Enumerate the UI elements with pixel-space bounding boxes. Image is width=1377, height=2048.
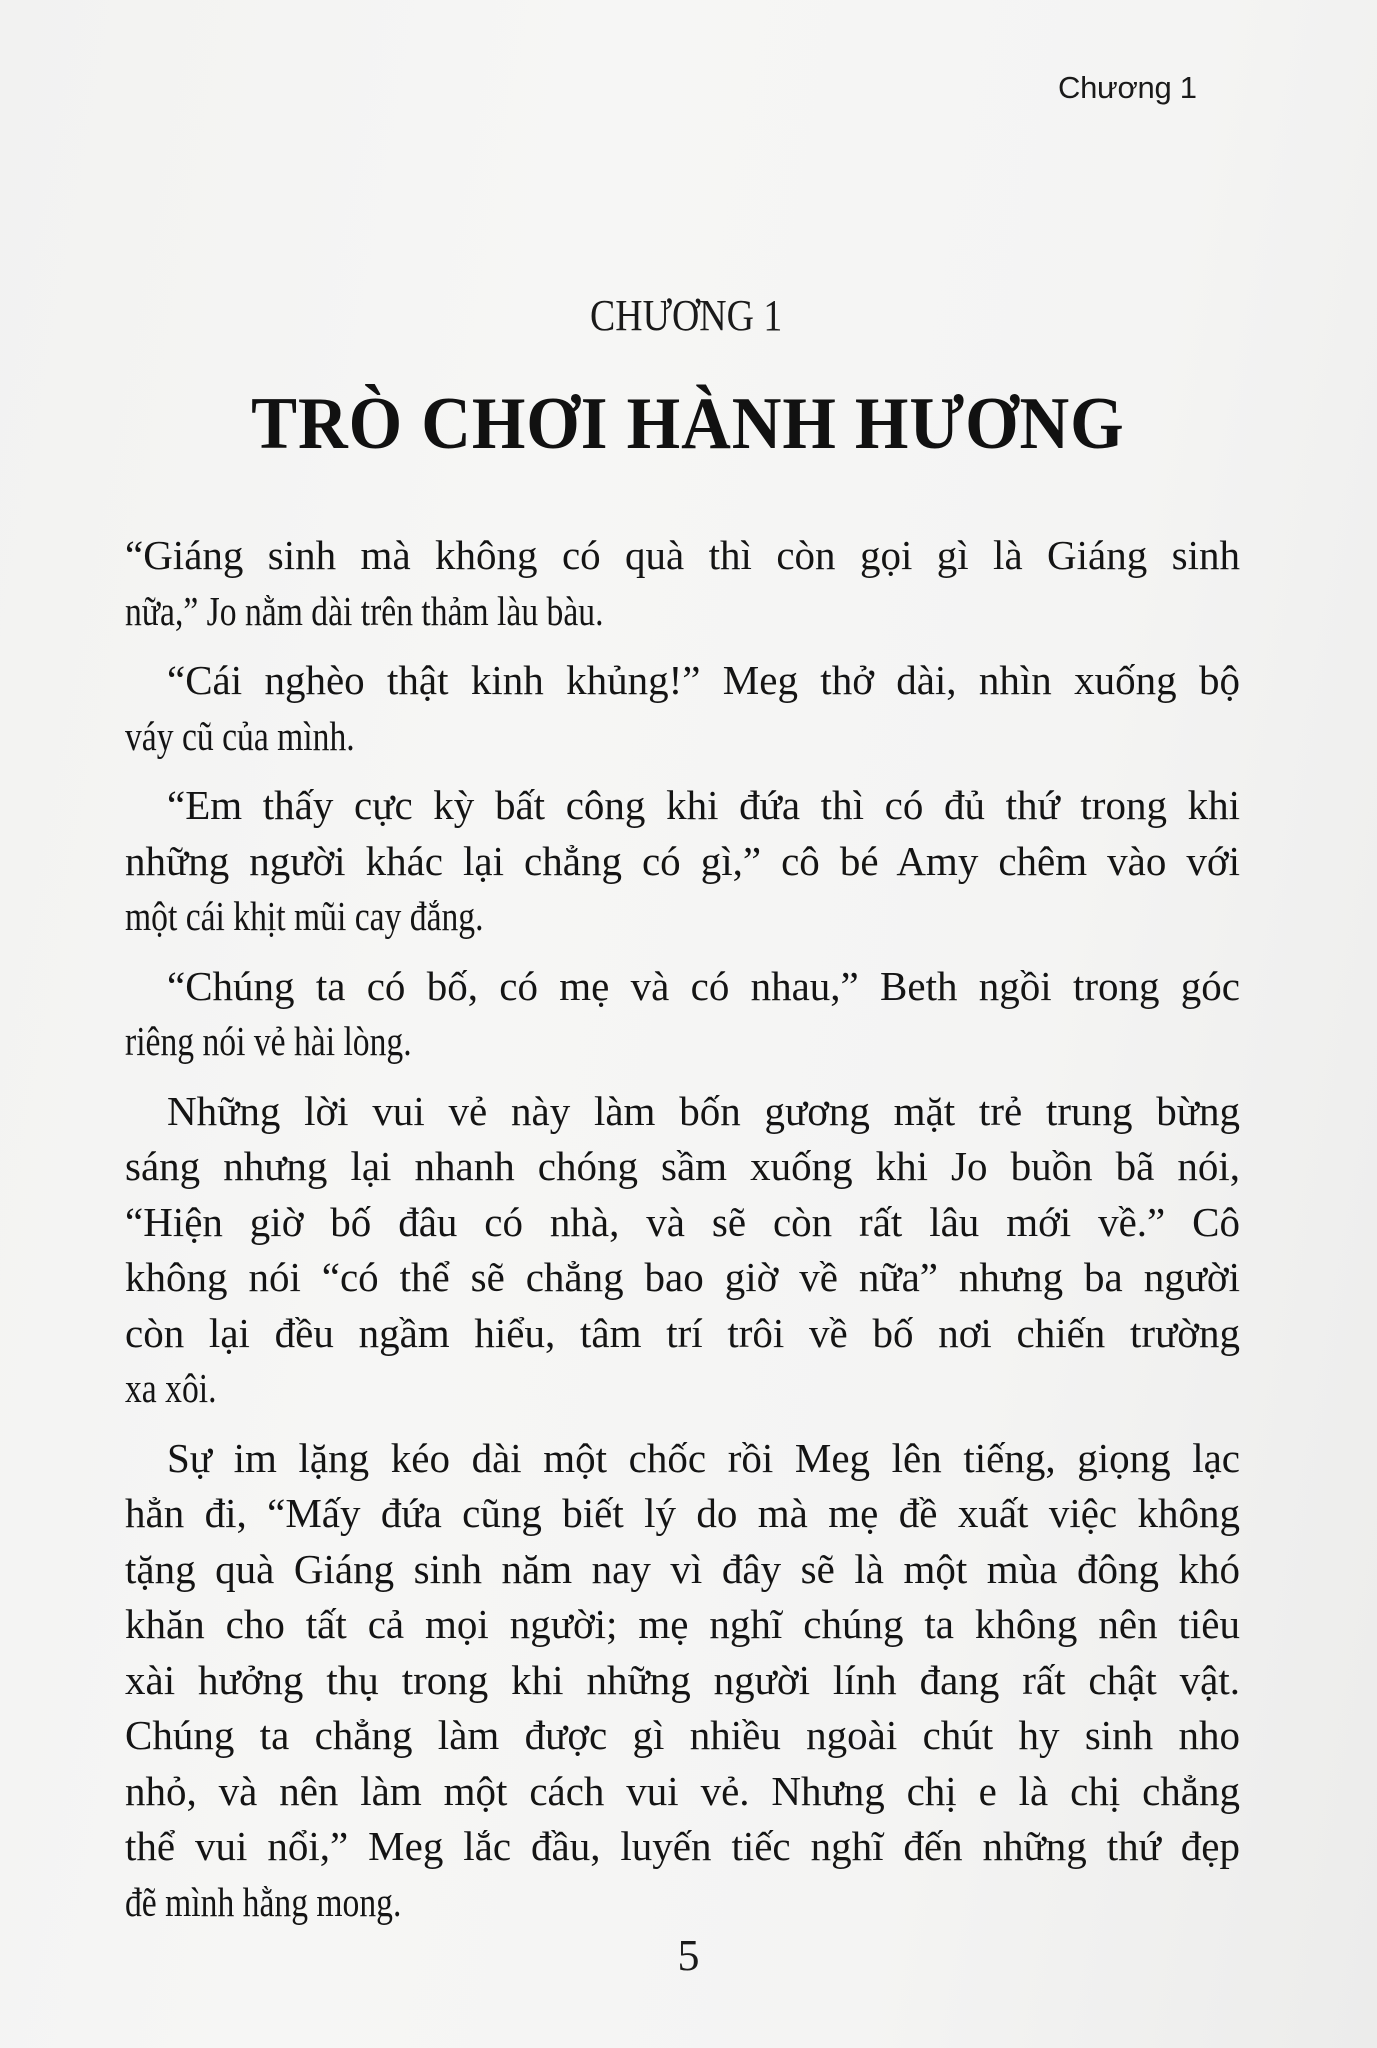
text-line: xa xôi. — [125, 1365, 217, 1411]
text-line: váy cũ của mình. — [125, 712, 355, 759]
text-line: Chúng ta chẳng làm được gì nhiều ngoài chút hy sinh nho — [125, 1712, 1240, 1758]
text-line: “Cái nghèo thật kinh khủng!” Meg thở dài, nhìn xuống bộ — [167, 657, 1240, 703]
chapter-label: CHƯƠNG 1 — [590, 291, 783, 340]
text-line: nữa,” Jo nằm dài trên thảm làu bàu. — [125, 587, 604, 634]
paragraph-4 — [125, 959, 1240, 1070]
text-line: không nói “có thể sẽ chẳng bao giờ về nữa” nhưng ba người — [125, 1254, 1240, 1300]
running-header: Chương 1 — [1058, 70, 1197, 105]
text-line: đẽ mình hằng mong. — [125, 1878, 402, 1925]
text-line: sáng nhưng lại nhanh chóng sầm xuống khi Jo buồn bã nói, — [125, 1143, 1240, 1189]
text-line: còn lại đều ngầm hiểu, tâm trí trôi về bố nơi chiến trường — [125, 1309, 1240, 1356]
text-line: một cái khịt mũi cay đắng. — [125, 893, 484, 939]
text-line: “Em thấy cực kỳ bất công khi đứa thì có đủ thứ trong khi — [167, 782, 1240, 828]
paragraph-2 — [125, 653, 1240, 764]
page-number: 5 — [677, 1931, 700, 1980]
text-line: Sự im lặng kéo dài một chốc rồi Meg lên tiếng, giọng lạc — [167, 1434, 1240, 1481]
text-line: nhỏ, và nên làm một cách vui vẻ. Nhưng chị e là chị chẳng — [125, 1767, 1240, 1814]
paragraph-5 — [125, 1084, 1240, 1417]
text-line: riêng nói vẻ hài lòng. — [125, 1018, 412, 1064]
body-text — [125, 528, 1240, 1944]
text-line: thể vui nổi,” Meg lắc đầu, luyến tiếc nghĩ đến những thứ đẹp — [125, 1823, 1240, 1869]
text-line: “Hiện giờ bố đâu có nhà, và sẽ còn rất lâu mới về.” Cô — [125, 1198, 1240, 1245]
text-line: khăn cho tất cả mọi người; mẹ nghĩ chúng ta không nên tiêu — [125, 1601, 1240, 1647]
chapter-title: TRÒ CHƠI HÀNH HƯƠNG — [251, 383, 1125, 465]
text-line: xài hưởng thụ trong khi những người lính đang rất chật vật. — [125, 1656, 1240, 1703]
text-line: “Giáng sinh mà không có quà thì còn gọi gì là Giáng sinh — [125, 532, 1240, 578]
text-line: những người khác lại chẳng có gì,” cô bé Amy chêm vào với — [125, 837, 1240, 884]
paragraph-1 — [125, 528, 1240, 639]
text-line: “Chúng ta có bố, có mẹ và có nhau,” Beth ngồi trong góc — [167, 962, 1240, 1009]
text-line: Những lời vui vẻ này làm bốn gương mặt trẻ trung bừng — [167, 1087, 1240, 1134]
paragraph-3 — [125, 778, 1240, 945]
paragraph-6 — [125, 1431, 1240, 1931]
text-line: tặng quà Giáng sinh năm nay vì đây sẽ là một mùa đông khó — [125, 1545, 1240, 1592]
text-line: hẳn đi, “Mấy đứa cũng biết lý do mà mẹ đề xuất việc không — [125, 1490, 1240, 1536]
